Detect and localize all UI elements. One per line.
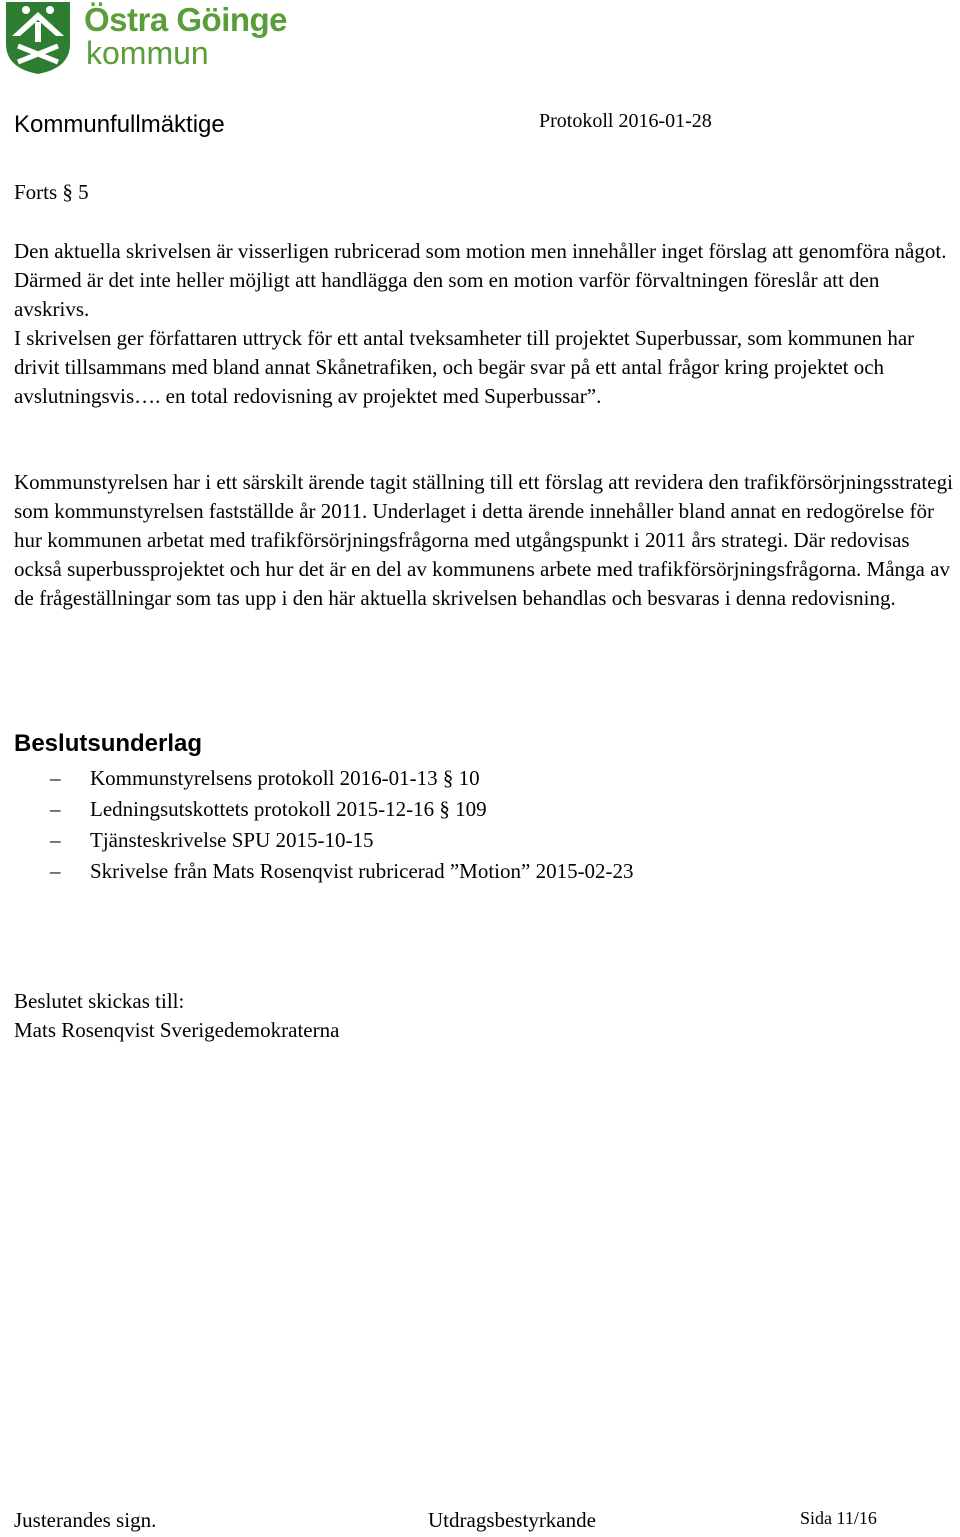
paragraph-1: Den aktuella skrivelsen är visserligen rubricerad som motion men innehåller inget förslag att genomföra något. Därmed är det inte heller möjligt att handlägga den som en motion varför förvaltningen föreslår att den avskrivs. <box>14 239 947 321</box>
continuation-label: Forts § 5 <box>14 180 89 204</box>
dash-bullet: – <box>50 797 61 821</box>
paragraph-3: Kommunstyrelsen har i ett särskilt ärende tagit ställning till ett förslag att revidera den trafikförsörjningsstrategi som kommunstyrelsen fastställde år 2011. Underlaget i detta ärende innehåller bland annat en redogörelse för hur kommunen arbetat med trafikförsörjningsfrågorna med utgångspunkt i 2011 års strategi. Där redovisas också superbussprojektet och hur det är en del av kommunens arbete med trafikförsörjningsfrågorna. Många av de frågeställningar som tas upp i den här aktuella skrivelsen behandlas och besvaras i denna redovisning. <box>14 470 953 610</box>
logo-wordmark: Östra Göinge <box>84 1 288 38</box>
page-number: Sida 11/16 <box>800 1508 877 1528</box>
protocol-date: Protokoll 2016-01-28 <box>539 110 712 132</box>
distribution-label: Beslutet skickas till: <box>14 989 185 1013</box>
list-item-text: Ledningsutskottets protokoll 2015-12-16 § 109 <box>90 797 487 821</box>
coat-of-arms-icon <box>4 0 72 76</box>
list-item-text: Skrivelse från Mats Rosenqvist rubricerad ”Motion” 2015-02-23 <box>90 859 634 883</box>
list-item <box>50 763 634 794</box>
page-title: Kommunfullmäktige <box>14 111 225 138</box>
paragraph-2: I skrivelsen ger författaren uttryck för ett antal tveksamheter till projektet Superbussar, som kommunen har drivit tillsammans med bland annat Skånetrafiken, och begär svar på ett antal frågor kring projektet och avslutningsvis…. en total redovisning av projektet med Superbussar”. <box>14 326 915 408</box>
list-item <box>50 856 634 887</box>
document-list <box>50 763 634 887</box>
list-item-text: Kommunstyrelsens protokoll 2016-01-13 § 10 <box>90 766 480 790</box>
logo-subtitle: kommun <box>86 35 209 71</box>
dash-bullet: – <box>50 828 61 852</box>
list-item <box>50 794 634 825</box>
municipality-logo <box>4 0 304 80</box>
list-item-text: Tjänsteskrivelse SPU 2015-10-15 <box>90 828 374 852</box>
footer-justerandes-sign: Justerandes sign. <box>14 1508 157 1532</box>
footer-utdragsbestyrkande: Utdragsbestyrkande <box>428 1508 596 1532</box>
dash-bullet: – <box>50 859 61 883</box>
section-heading-beslutsunderlag: Beslutsunderlag <box>14 730 203 757</box>
dash-bullet: – <box>50 766 61 790</box>
distribution-recipient: Mats Rosenqvist Sverigedemokraterna <box>14 1018 340 1042</box>
list-item <box>50 825 634 856</box>
